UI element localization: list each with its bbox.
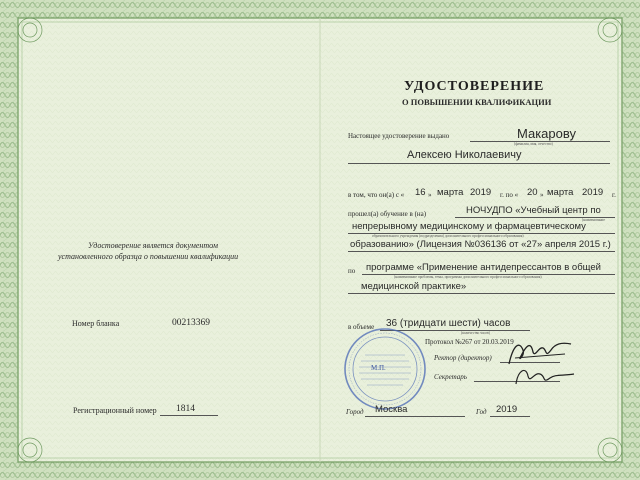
to-year: 2019 bbox=[582, 187, 604, 198]
reg-number-underline bbox=[160, 415, 218, 416]
reg-number-value: 1814 bbox=[176, 404, 195, 414]
from-year-suffix: г. по « bbox=[500, 191, 519, 199]
protocol-text: Протокол №267 от 20.03.2019 bbox=[425, 338, 514, 346]
org-hint-2: образовательного учреждения (подразделения) дополнительного профессионального образования) bbox=[372, 234, 524, 238]
program-label: по bbox=[348, 267, 356, 275]
certificate-subtitle: О ПОВЫШЕНИИ КВАЛИФИКАЦИИ bbox=[402, 97, 552, 107]
from-year: 2019 bbox=[470, 187, 492, 198]
year-value: 2019 bbox=[496, 404, 518, 415]
notice-line-2: установленного образца о повышении квалификации bbox=[58, 252, 239, 261]
stamp-mp: М.П. bbox=[371, 364, 386, 372]
reg-number-label: Регистрационный номер bbox=[73, 406, 157, 415]
program-line-2: медицинской практике» bbox=[361, 281, 467, 292]
surname-hint: (фамилия, имя, отчество) bbox=[514, 142, 553, 146]
period-label: в том, что он(а) с « bbox=[348, 191, 405, 199]
rector-label: Ректор (директор) bbox=[434, 354, 492, 362]
org-line-3: образованию» (Лицензия №036136 от «27» апреля 2015 г.) bbox=[350, 239, 611, 250]
org-hint-1: (наименование bbox=[582, 218, 605, 222]
program-line-1: программе «Применение антидепрессантов в общей bbox=[366, 262, 601, 273]
program-hint: (наименование проблемы, темы, программы дополнительного профессионального образования) bbox=[394, 275, 542, 279]
to-day: 20 bbox=[527, 187, 538, 198]
certificate-title: УДОСТОВЕРЕНИЕ bbox=[404, 79, 545, 94]
org-line-1: НОЧУДПО «Учебный центр по bbox=[466, 205, 601, 216]
to-month: марта bbox=[547, 187, 574, 198]
name-underline bbox=[348, 163, 610, 164]
volume-label: в объеме bbox=[348, 323, 375, 331]
volume-hint: (количество часов) bbox=[461, 331, 490, 335]
training-label: прошел(а) обучение в (на) bbox=[348, 210, 427, 218]
from-day: 16 bbox=[415, 187, 426, 198]
secretary-signature bbox=[512, 362, 578, 392]
org-line-2: непрерывному медицинскому и фармацевтическому bbox=[352, 221, 586, 232]
blank-number-label: Номер бланка bbox=[72, 319, 120, 328]
issued-label: Настоящее удостоверение выдано bbox=[348, 132, 450, 140]
city-value: Москва bbox=[375, 404, 408, 415]
year-label: Год bbox=[476, 408, 487, 416]
secretary-label: Секретарь bbox=[434, 373, 467, 381]
name-value: Алексею Николаевичу bbox=[407, 149, 522, 161]
notice-line-1: Удостоверение является документом bbox=[88, 241, 218, 250]
volume-value: 36 (тридцати шести) часов bbox=[386, 318, 511, 329]
from-month: марта bbox=[437, 187, 464, 198]
surname-value: Макарову bbox=[517, 126, 576, 141]
to-year-suffix: г. bbox=[612, 191, 616, 199]
blank-number-value: 00213369 bbox=[172, 318, 210, 328]
city-label: Город bbox=[346, 408, 364, 416]
certificate-page: УДОСТОВЕРЕНИЕ О ПОВЫШЕНИИ КВАЛИФИКАЦИИ Удостоверение является документом установленного образца о повышении квалификации Номер бланка 00213369 Регистрационный номер 1814 Настоящее удостоверение выдано Макарову (фамилия, имя, отчество) Алексею Николаевичу в том, что он(а) с « 16 » марта 2019 г. по « 20 » марта 2019 г. прошел(а) обучение в (на) НОЧУДПО «Учебный центр по (наименование непрерывному медицинскому и фармацевтическому образовательного учреждения (подразделения) дополнительного профессионального образования) образованию» (Лицензия №036136 от «27» апреля 2015 г.) по программе «Применение антидепрессантов в общей (наименование проблемы, темы, программы дополнительного профессионального образования) медицинской практике» в объеме 36 (тридцати шести) часов (количество часов) Протокол №267 от 20.03.2019 М.П. Ректор (директор) Секретарь Город Москва Год 2019 bbox=[0, 0, 640, 480]
